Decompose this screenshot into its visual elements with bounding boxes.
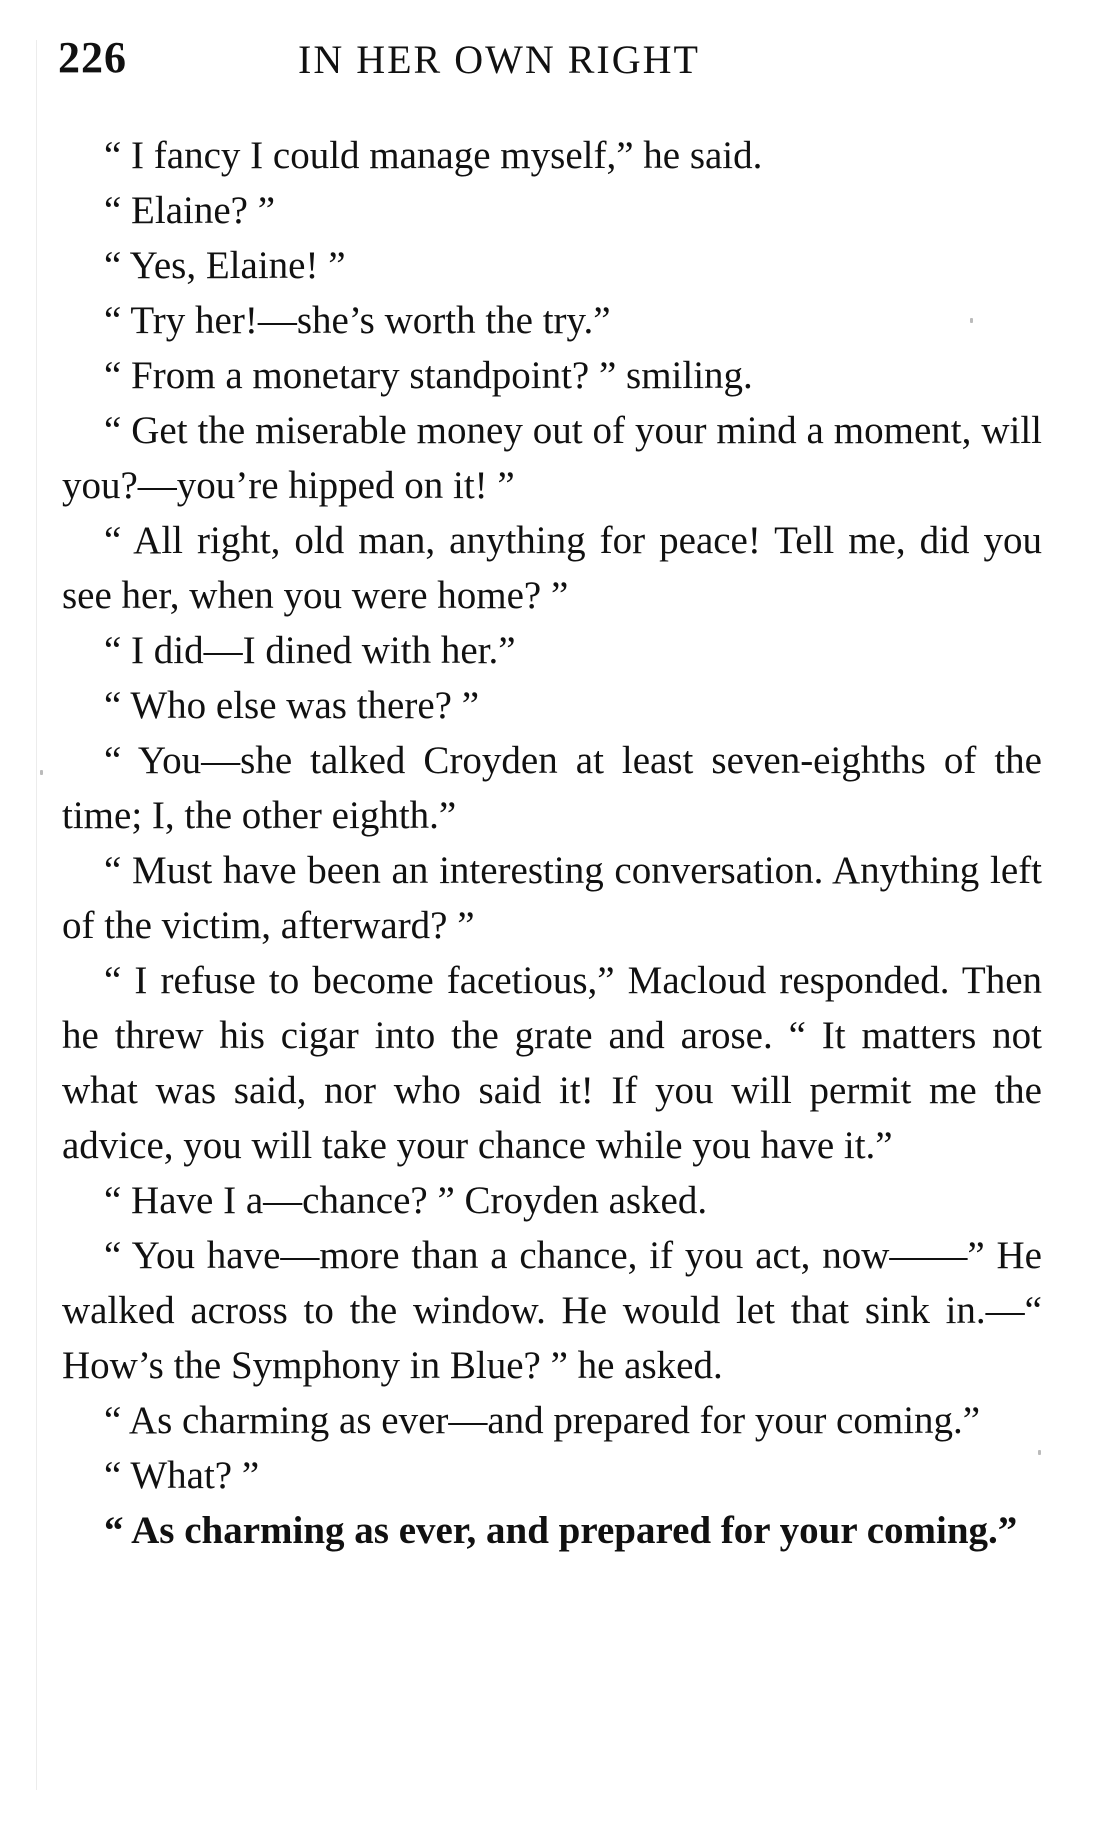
paragraph: “ You have—more than a chance, if you act, now——” He walked across to the window. He would let that sink in.—“ How’s the Symphony in Blue? ” he asked. [62,1234,1042,1387]
paragraph: “ As charming as ever—and prepared for your coming.” [104,1399,981,1442]
paragraph: “ From a monetary standpoint? ” smiling. [104,354,753,397]
paragraph: “ Who else was there? ” [104,684,480,727]
paragraph: “ Try her!—she’s worth the try.” [104,299,611,342]
paragraph: “ Must have been an interesting conversation. Anything left of the victim, afterward? ” [62,849,1042,947]
paper-speck [1038,1450,1041,1455]
paragraph: “ I did—I dined with her.” [104,629,516,672]
paragraph: “ I fancy I could manage myself,” he said. [104,134,763,177]
paper-speck [40,770,43,775]
paragraph: “ You—she talked Croyden at least seven-eighths of the time; I, the other eighth.” [62,739,1042,837]
paragraph: “ As charming as ever, and prepared for your coming.” [104,1509,1018,1552]
paragraph: “ All right, old man, anything for peace! Tell me, did you see her, when you were home? ” [62,519,1042,617]
paragraph: “ I refuse to become facetious,” Macloud responded. Then he threw his cigar into the grate and arose. “ It matters not what was said, nor who said it! If you will permit me the advice, you will take your chance while you have it.” [62,959,1042,1167]
running-head: IN HER OWN RIGHT [298,37,700,82]
page-header [58,32,1040,92]
body-text [62,128,1042,1558]
paragraph: “ What? ” [104,1454,260,1497]
paragraph: “ Elaine? ” [104,189,276,232]
paragraph: “ Have I a—chance? ” Croyden asked. [104,1179,708,1222]
page-edge-shadow [36,40,37,1790]
paragraph: “ Get the miserable money out of your mind a moment, will you?—you’re hipped on it! ” [62,409,1042,507]
paragraph: “ Yes, Elaine! ” [104,244,346,287]
page-number: 226 [58,33,127,82]
paper-speck [970,318,973,323]
